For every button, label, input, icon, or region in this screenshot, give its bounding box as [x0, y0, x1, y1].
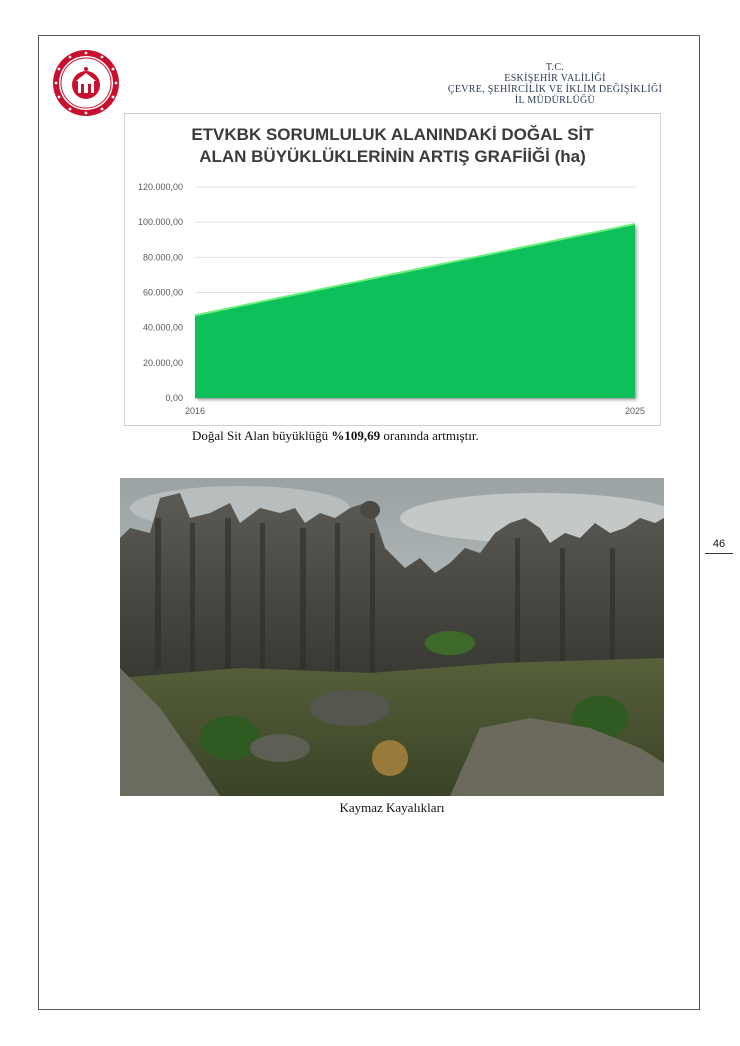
x-tick-label: 2025 [624, 406, 646, 416]
header-line-4: İL MÜDÜRLÜĞÜ [514, 95, 596, 106]
area-chart [124, 113, 661, 426]
rock-formation-image [120, 478, 664, 796]
y-tick-label: 80.000,00 [142, 252, 183, 263]
growth-caption-suffix: oranında artmıştır. [380, 428, 479, 443]
area-series [195, 224, 635, 398]
photo-caption: Kaymaz Kayalıkları [339, 800, 445, 815]
institution-header [400, 62, 710, 106]
page-number: 46 [705, 538, 733, 554]
y-tick-label: 60.000,00 [142, 287, 183, 298]
y-tick-label: 40.000,00 [142, 322, 183, 333]
y-tick-label: 0,00 [165, 393, 183, 403]
rock-formation-photo [120, 478, 664, 796]
chart-title-line-1: ETVKBK SORUMLULUK ALANINDAKİ DOĞAL SİT [191, 125, 594, 144]
growth-caption [192, 428, 479, 444]
header-line-2: ESKİŞEHİR VALİLİĞİ [504, 73, 606, 84]
chart-title-line-2: ALAN BÜYÜKLÜKLERİNİN ARTIŞ GRAFİİĞİ (ha) [199, 147, 586, 166]
x-tick-label: 2016 [184, 406, 206, 416]
header-line-1: T.C. [545, 62, 565, 73]
header-line-3: ÇEVRE, ŞEHİRCİLİK VE İKLİM DEĞİŞİKLİĞİ [447, 84, 663, 95]
growth-percentage: %109,69 [331, 428, 381, 443]
growth-caption-prefix: Doğal Sit Alan büyüklüğü [192, 428, 332, 443]
ministry-seal-icon [52, 49, 120, 117]
y-tick-label: 100.000,00 [137, 217, 183, 228]
chart-title [125, 124, 660, 168]
y-tick-label: 120.000,00 [137, 182, 183, 192]
y-tick-label: 20.000,00 [142, 357, 183, 368]
